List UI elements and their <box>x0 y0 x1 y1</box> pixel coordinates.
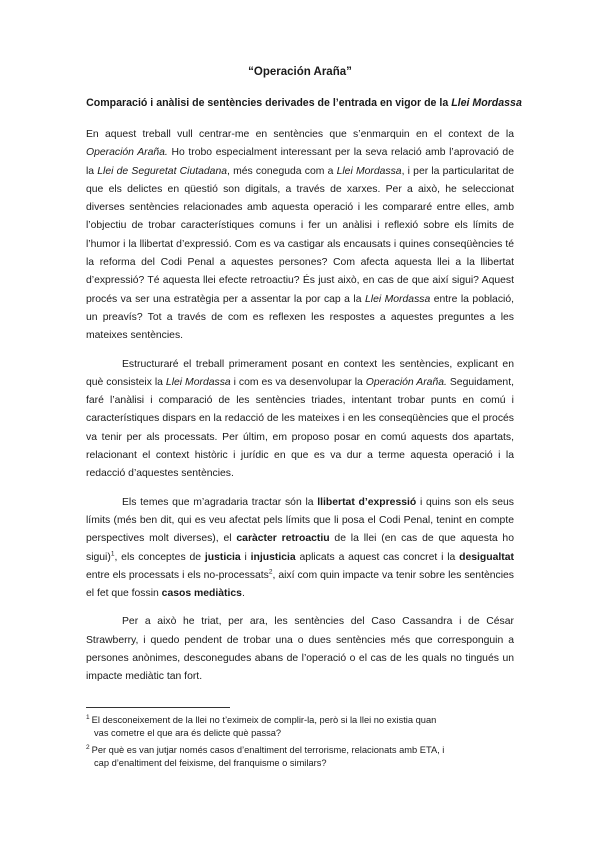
footnote-ref-2[interactable]: 2 <box>268 568 273 576</box>
footnote-1 <box>86 714 514 741</box>
document-body <box>86 126 514 697</box>
footnote-2 <box>86 744 514 771</box>
document-subtitle <box>84 97 524 109</box>
footnote-ref-1[interactable]: 1 <box>110 550 115 558</box>
footnote-text-continued: vas cometre el que ara és delicte què passa? <box>94 728 282 739</box>
text: Estructuraré el treball primerament posant en context les sentències, explicant en què consisteix la <box>86 358 514 388</box>
text: Ho trobo especialment interessant per la seva relació amb l’aprovació de la <box>86 147 514 177</box>
text: En aquest treball vull centrar-me en sentències que s’enmarquin en el context de la <box>86 129 514 140</box>
bold-text: caràcter retroactiu <box>236 533 330 545</box>
footnotes <box>86 714 514 773</box>
document-title: “Operación Araña” <box>248 66 352 78</box>
footnote-separator <box>86 707 230 708</box>
italic-text: Llei Mordassa <box>165 376 231 388</box>
text: Seguidament, faré l’anàlisi i comparació de les sentències triades, intentant trobar punts en comú i característiques dispars en la redacció de les mateixes i en les conseqüències que el procés va tenir per als processats. Per últim, em proposo posar en comú aquests dos apartats, relacionant el context històric i jurídic en que es va dur a terme aquesta operació i la redacció d’aquestes sentències. <box>86 376 514 480</box>
subtitle-italic: Llei Mordassa <box>451 97 522 109</box>
bold-text: casos mediàtics <box>161 588 242 600</box>
text: , així com quin impacte va tenir sobre les sentències el fet que fossin <box>86 569 514 600</box>
footnote-number: 1 <box>86 713 90 721</box>
text: i com es va desenvolupar la <box>230 376 366 388</box>
text: entre els processats i els no-processats <box>86 569 269 581</box>
paragraph-4: Per a això he triat, per ara, les sentències del Caso Cassandra i de César Strawberry, i quedo pendent de trobar una o dues sentències més que corresponguin a persones anònimes, desconegudes abans de l’operació o el cas de les quals no tingués un impacte mediàtic tan fort. <box>86 616 514 683</box>
text: entre la població, un preavís? Tot a través de com es reflexen les respostes a aquestes preguntes a les mateixes sentències. <box>86 293 515 342</box>
text: . <box>241 588 245 600</box>
footnote-number: 2 <box>86 743 90 751</box>
subtitle-text: Comparació i anàlisi de sentències derivades de l’entrada en vigor de la <box>86 97 452 109</box>
bold-text: llibertat d’expressió <box>317 496 417 508</box>
bold-text: justicia <box>204 551 241 563</box>
text: Els temes que m’agradaria tractar són la <box>122 496 318 508</box>
text: i <box>240 551 251 563</box>
text: , els conceptes de <box>114 551 205 563</box>
paragraph-2 <box>86 356 514 484</box>
italic-text: Operación Araña. <box>365 376 447 388</box>
paragraph-3 <box>86 494 514 604</box>
italic-text: Operación Araña. <box>86 147 168 159</box>
text: , i per la particularitat de que els delictes en qüestió son digitals, a través de xarxes. Per a això, he seleccionat diverses sentències relacionades amb aquesta operació i les compararé entre elles, amb l’objectiu de trobar característiques comuns i fer un anàlisi i reflexió sobre els límits de l’humor i la llibertat d’expressió. Com es va castigar als encausats i quines conseqüències té la reforma del Codi Penal a aquestes persones? Com afecta aquesta llei a la llibertat d’expressió? Té aquesta llei efecte retroactiu? És just això, en cas de que així sigui? Aquest procés va ser una estratègia per a assentar la por cap a la <box>86 165 514 305</box>
italic-text: Llei Mordassa <box>336 165 402 177</box>
bold-text: injusticia <box>250 551 296 563</box>
text: de la llei (en cas de que aquesta ho sigui) <box>86 533 514 563</box>
footnote-text: Per què es van jutjar només casos d’enaltiment del terrorisme, relacionats amb ETA, i <box>91 744 445 755</box>
footnote-text: El desconeixement de la llei no t’eximeix de complir-la, però si la llei no existia quan <box>91 715 437 725</box>
text: aplicats a aquest cas concret i la <box>295 551 460 563</box>
italic-text: Llei Mordassa <box>364 293 431 305</box>
paragraph-1 <box>86 126 514 346</box>
footnote-text-continued: cap d’enaltiment del feixisme, del franquisme o similars? <box>94 757 327 768</box>
text: , més coneguda com a <box>227 165 337 177</box>
text: i quins son els seus límits (més ben dit, qui es veu afectat pels límits que li posa el Codi Penal, tenint en compte perspectives molt diverses), el <box>86 496 514 545</box>
italic-text: Llei de Seguretat Ciutadana <box>97 165 228 177</box>
bold-text: desigualtat <box>459 551 514 563</box>
